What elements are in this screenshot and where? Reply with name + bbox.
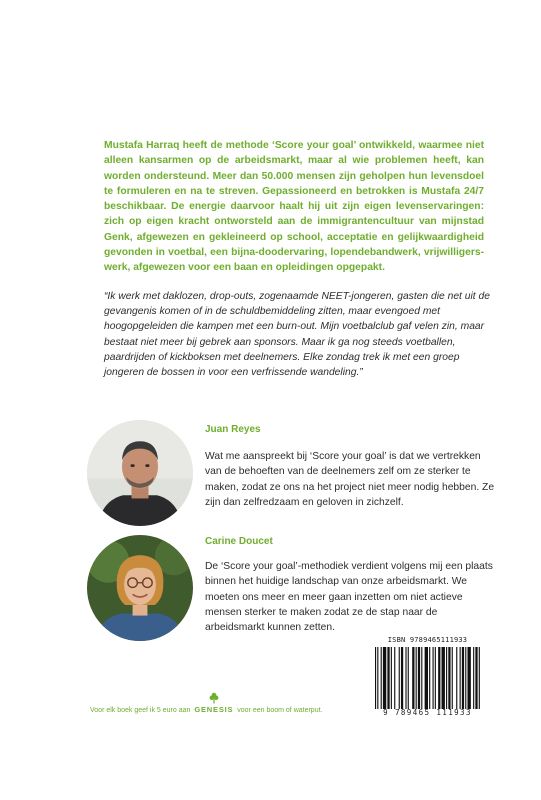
barcode-bar [387,647,389,709]
barcode-bar [475,647,477,709]
footer-text-after: voor een boom of waterput. [237,707,323,714]
barcode-bars [375,647,481,709]
barcode-bar [412,647,414,709]
barcode-bar [391,647,392,709]
barcode-bar [465,647,466,709]
author-blurb: Mustafa Harraq heeft de methode ‘Score your goal’ ontwikkeld, waarmee niet alleen kansarmen op de arbeidsmarkt, maar al wie problemen heeft, kan worden ondersteund. Meer dan 50.000 mensen zijn geholpen hun levensdoel te formuleren en na te streven. Gepassioneerd en betrokken is Mustafa 24/7 beschikbaar. De energie daarvoor haalt hij uit zijn eigen levenservaringen: zich op eigen kracht ontworsteld aan de immigrantencultuur van mijnstad Genk, afgewezen en gekleineerd op school, acceptatie en gelijkwaardigheid gevonden in voetbal, een bijna-doodervaring, lopendebandwerk, vrijwilligerswerk, afgewezen voor een baan en opleidingen opgepakt. [104,140,484,274]
barcode-bar [460,647,461,709]
tree-icon [209,692,219,704]
barcode-bar [408,647,409,709]
barcode-bar [456,647,457,709]
barcode-bar [433,647,434,709]
reviewer-photo-carine-doucet [87,535,193,641]
barcode-bar [401,647,403,709]
barcode-bar [375,647,376,709]
barcode-bar [421,647,422,709]
barcode-bar [418,647,420,709]
barcode-bar [425,647,428,709]
review-text-juan-reyes: Wat me aanspreekt bij ‘Score your goal’ is dat we vertrekken van de behoeften van de deelnemers zelf om ze sterker te maken, zodat ze ons na het project niet meer nodig hebben. Ze zijn dan zelfredzaam en geloven in zichzelf. [205,451,495,508]
genesis-logo [194,705,233,714]
barcode-bar [448,647,450,709]
footer-text-before: Voor elk boek geef ik 5 euro aan [90,707,191,714]
review-text-carine-doucet: De ‘Score your goal’-methodiek verdient volgens mij een plaats binnen het huidige landschap van onze arbeidsmarkt. We moeten ons meer en meer gaan inzetten om niet actieve mensen sterker te maken zodat ze de stap naar de arbeidsmarkt kunnen zetten. [205,561,493,634]
reviewer-name-juan-reyes: Juan Reyes [205,424,261,435]
barcode-bar [467,647,470,709]
genesis-logo-text: GENESIS [194,705,234,714]
barcode-bar [381,647,382,709]
barcode-bar [473,647,474,709]
barcode-bar [452,647,453,709]
barcode-bar [438,647,440,709]
barcode-bar [394,647,395,709]
isbn-label: ISBN 9789465111933 [387,636,468,644]
barcode-bar [462,647,464,709]
barcode-bar [446,647,447,709]
barcode-bar [435,647,436,709]
barcode-bar [377,647,378,709]
barcode-bar [429,647,430,709]
barcode-bar [416,647,417,709]
barcode-bar [399,647,400,709]
isbn-digits: 9 789465 111933 [383,708,472,717]
barcode-bar [405,647,406,709]
barcode-bar [383,647,386,709]
barcode-bar [442,647,445,709]
reviewer-photo-juan-reyes [87,420,193,526]
barcode-bar [479,647,480,709]
reviewer-name-carine-doucet: Carine Doucet [205,536,273,547]
author-quote: “Ik werk met daklozen, drop-outs, zogenaamde NEET-jongeren, gasten die net uit de gevangenis komen of in de schuldbemiddeling zitten, maar evengoed met hoogopgeleiden die kampen met een burn-out. Mijn voetbalclub gaf velen zin, maar bestaat niet meer bij gebrek aan sponsors. Maar ik ga nog steeds voetballen, paardrijden of kickboksen met deelnemers. Elke zondag trek ik met een groep jongeren de bossen in voor een verfrissende wandeling.” [104,291,490,379]
footer-charity-line [90,705,390,714]
